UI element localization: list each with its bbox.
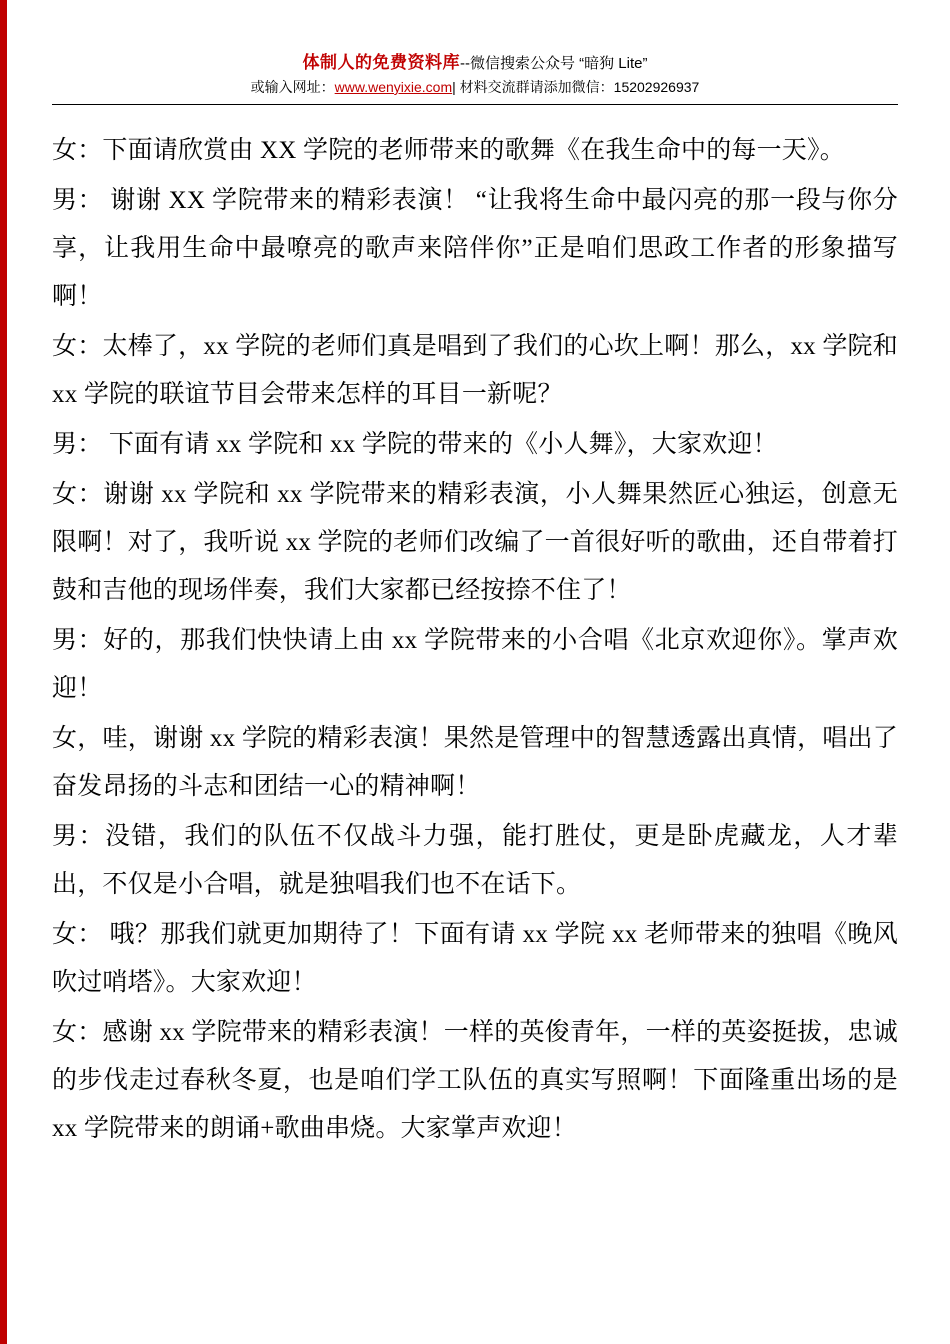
contact-wechat-text: | 材料交流群请添加微信：15202926937 bbox=[452, 78, 700, 95]
promo-header-line-1 bbox=[0, 52, 950, 75]
paragraph: 女：下面请欣赏由 XX 学院的老师带来的歌舞《在我生命中的每一天》。 bbox=[52, 136, 845, 164]
brand-name: 体制人的免费资料库 bbox=[302, 53, 460, 72]
paragraph: 男：好的，那我们快快请上由 xx 学院带来的小合唱《北京欢迎你》。掌声欢迎！ bbox=[52, 626, 898, 702]
paragraph: 女，哇，谢谢 xx 学院的精彩表演！果然是管理中的智慧透露出真情，唱出了奋发昂扬的斗志和团结一心的精神啊！ bbox=[52, 724, 898, 800]
paragraph: 男：没错，我们的队伍不仅战斗力强，能打胜仗，更是卧虎藏龙，人才辈出，不仅是小合唱，就是独唱我们也不在话下。 bbox=[52, 822, 898, 898]
paragraph: 女： 哦？那我们就更加期待了！下面有请 xx 学院 xx 老师带来的独唱《晚风吹过哨塔》。大家欢迎！ bbox=[52, 920, 898, 996]
brand-tagline: --微信搜索公众号 “暗狗 Lite” bbox=[459, 55, 648, 72]
paragraph: 男： 下面有请 xx 学院和 xx 学院的带来的《小人舞》，大家欢迎！ bbox=[52, 430, 778, 458]
paragraph: 女：感谢 xx 学院带来的精彩表演！一样的英俊青年，一样的英姿挺拔，忠诚的步伐走过春秋冬夏，也是咱们学工队伍的真实写照啊！下面隆重出场的是 xx 学院带来的朗诵+歌曲串烧。大家掌声欢迎！ bbox=[52, 1018, 898, 1142]
paragraph: 男： 谢谢 XX 学院带来的精彩表演！ “让我将生命中最闪亮的那一段与你分享，让我用生命中最嘹亮的歌声来陪伴你”正是咱们思政工作者的形象描写啊！ bbox=[52, 186, 898, 310]
paragraph: 女：太棒了，xx 学院的老师们真是唱到了我们的心坎上啊！那么，xx 学院和 xx 学院的联谊节目会带来怎样的耳目一新呢？ bbox=[52, 332, 898, 408]
promo-header bbox=[0, 0, 950, 98]
website-url-link[interactable]: www.wenyixie.com bbox=[334, 78, 453, 95]
document-body bbox=[52, 105, 898, 1153]
website-label: 或输入网址： bbox=[250, 78, 335, 95]
paragraph: 女：谢谢 xx 学院和 xx 学院带来的精彩表演，小人舞果然匠心独运，创意无限啊！对了，我听说 xx 学院的老师们改编了一首很好听的歌曲，还自带着打鼓和吉他的现场伴奏，我们大家都已经按捺不住了！ bbox=[52, 480, 898, 604]
promo-header-line-2 bbox=[0, 77, 950, 98]
left-red-margin-bar bbox=[0, 0, 7, 1344]
